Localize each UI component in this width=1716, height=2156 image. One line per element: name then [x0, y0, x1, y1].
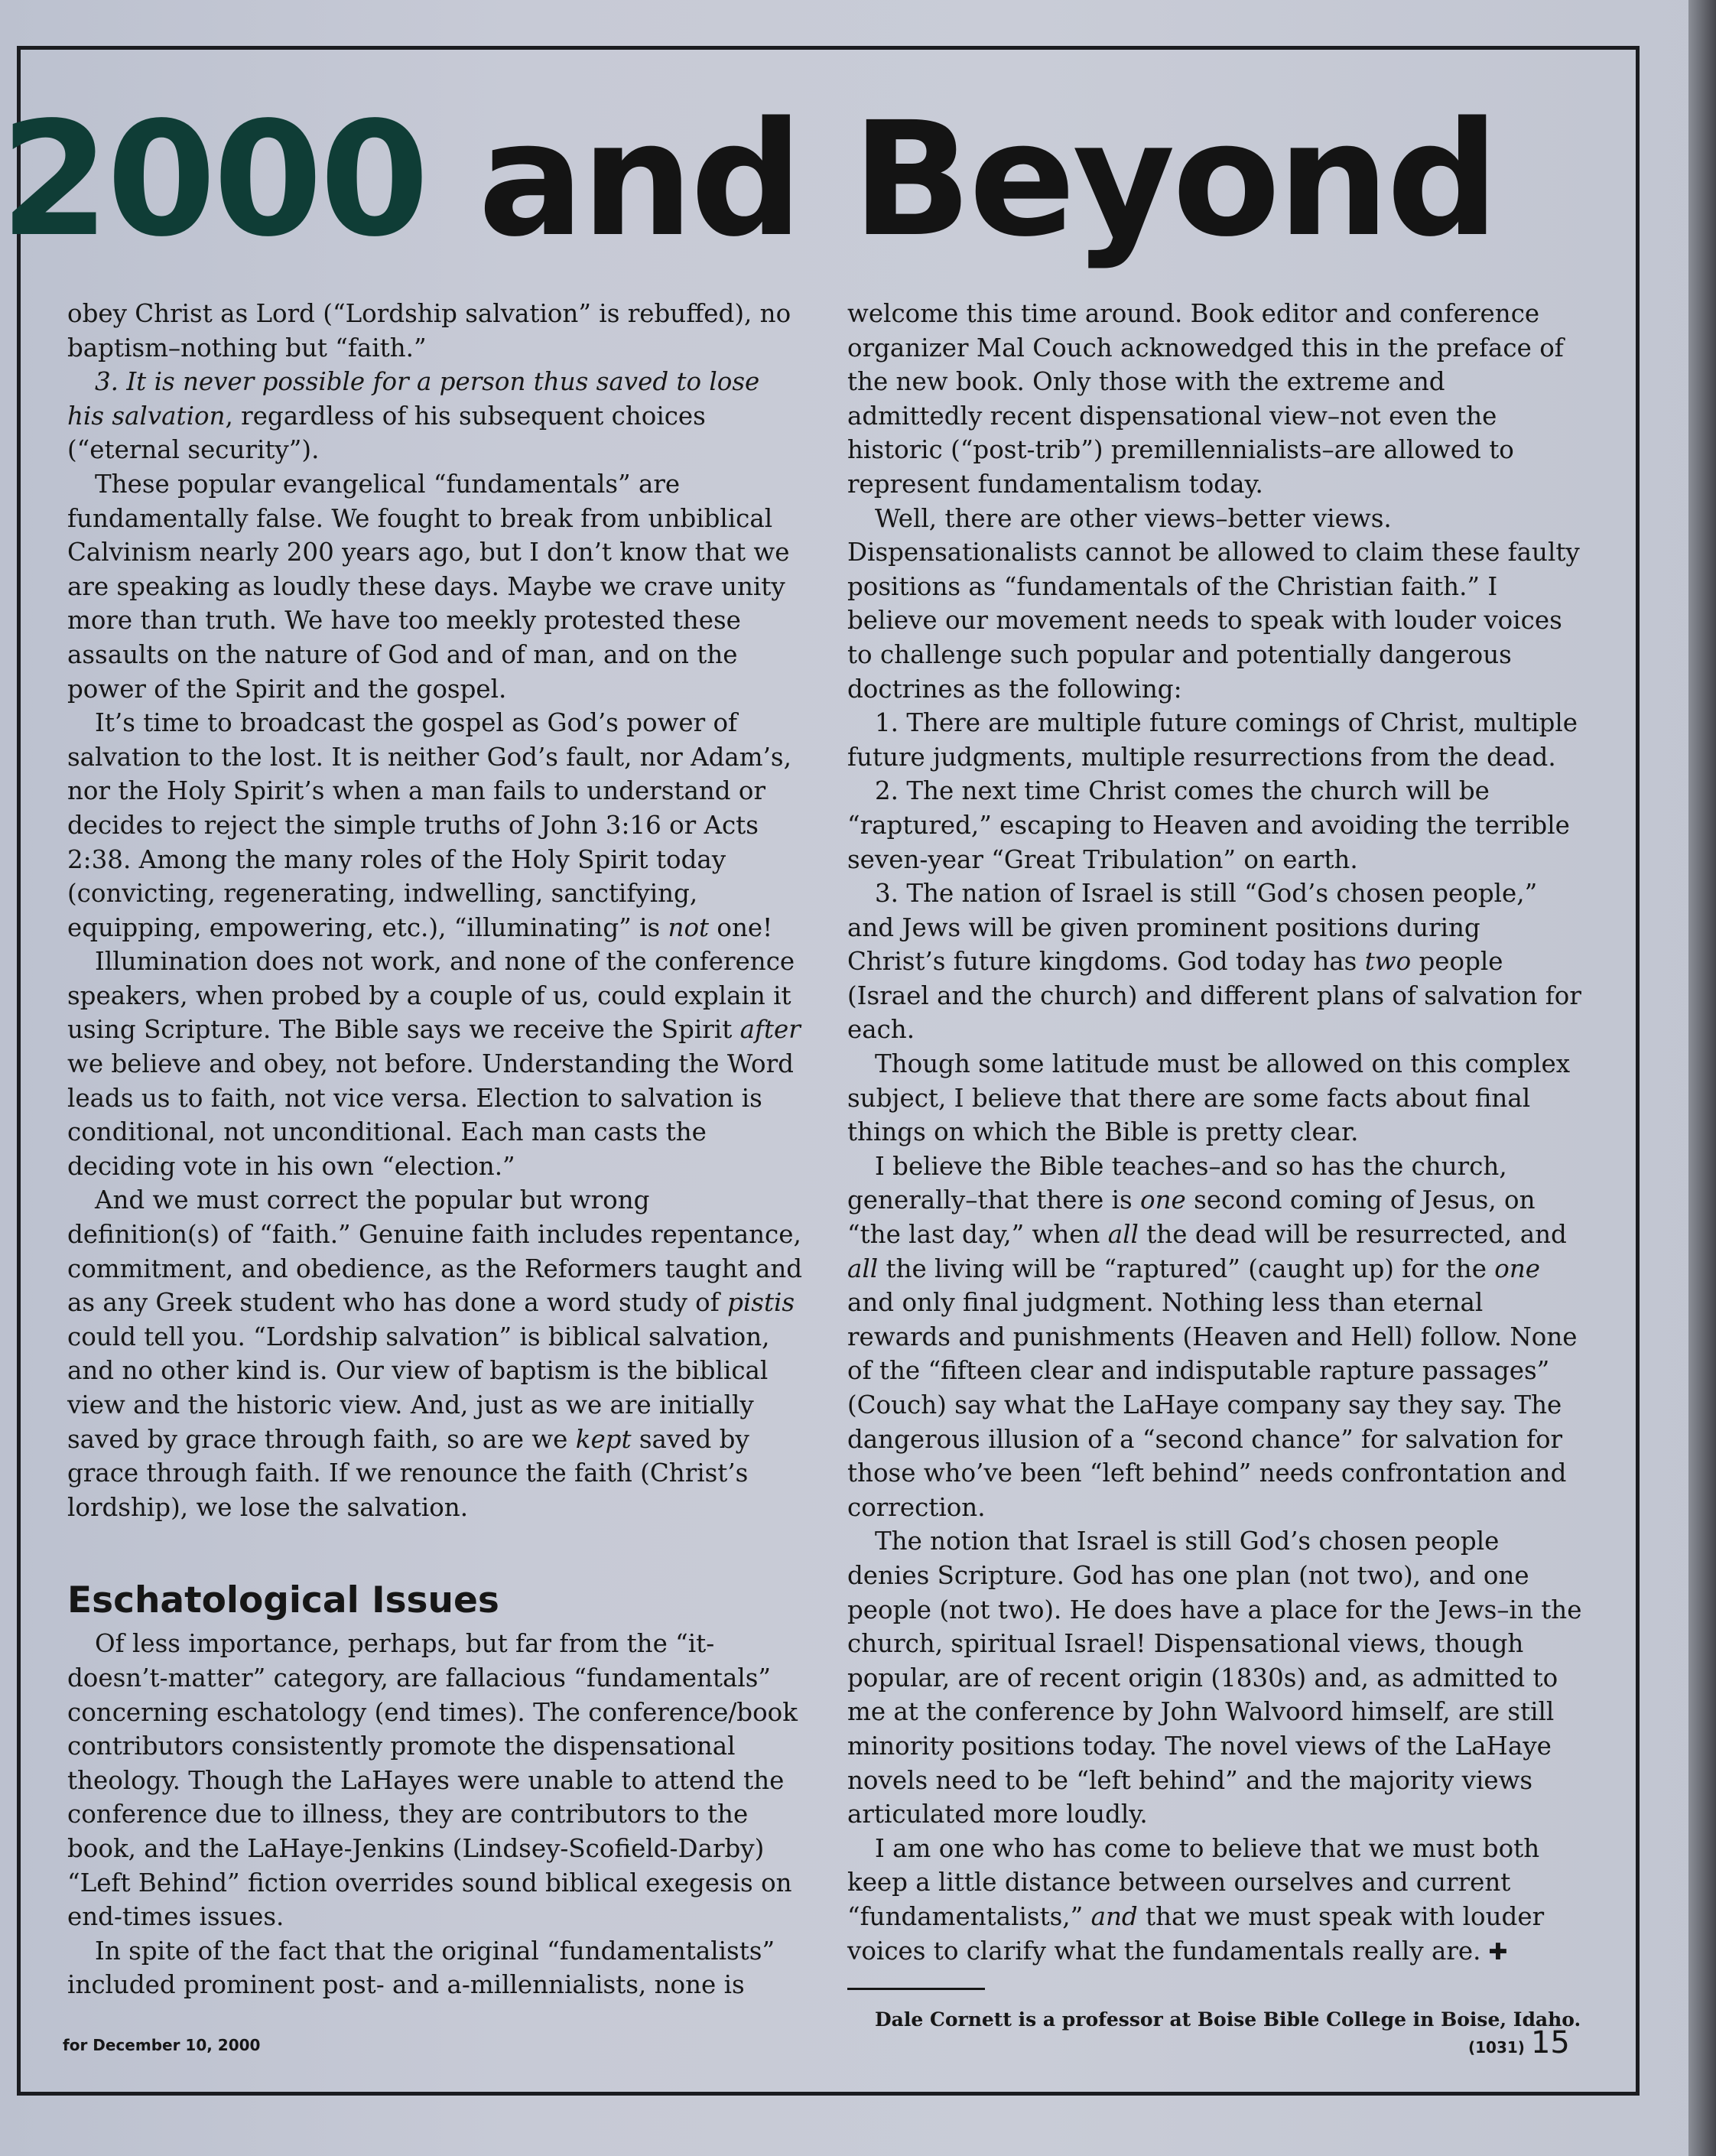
text-run: that we must speak with louder voices to clarify what the fundamentals really are. [847, 1901, 1545, 1966]
italic-text: not [668, 912, 710, 942]
left-column [67, 297, 803, 2002]
page-folio [1468, 2025, 1570, 2060]
paragraph [67, 1183, 803, 1524]
paragraph [847, 1832, 1586, 1969]
paragraph: Though some latitude must be allowed on this complex subject, I believe that there are some facts about final things on which the Bible is pretty clear. [847, 1049, 1571, 1147]
text-run: one! [709, 912, 773, 942]
headline-number: 2000 [0, 88, 427, 272]
folio-code: (1031) [1468, 2038, 1525, 2057]
paragraph: Of less importance, perhaps, but far from the “it-doesn’t-matter” category, are fallacious “fundamentals” concerning eschatology (end times). The conference/book contributors consistently promote the dispensational theology. Though the LaHayes were unable to attend the conference due to illness, they are contributors to the book, and the LaHaye-Jenkins (Lindsey-Scofield-Darby) “Left Behind” fiction overrides sound biblical exegesis on end-times issues. [67, 1629, 798, 1932]
author-bio: Dale Cornett is a professor at Boise Bible College in Boise, Idaho. [875, 2008, 1581, 2031]
text-run: Illumination does not work, and none of the conference speakers, when probed by a couple of us, could explain it using Scripture. The Bible says we receive the Spirit [67, 947, 795, 1045]
italic-text: one [1494, 1254, 1541, 1283]
paragraph [847, 1150, 1586, 1525]
end-mark-icon: ✚ [1488, 1938, 1508, 1966]
text-run: the dead will be resurrected, and [1138, 1220, 1567, 1250]
text-run: 3. The nation of Israel is still “God’s chosen people,” and Jews will be given prominent positions during Christ’s future kingdoms. God today has [847, 879, 1538, 977]
paragraph: obey Christ as Lord (“Lordship salvation” is rebuffed), no baptism–nothing but “faith.” [67, 299, 791, 363]
issue-date: for December 10, 2000 [63, 2036, 261, 2054]
text-run: and only final judgment. Nothing less than eternal rewards and punishments (Heaven and Hell) follow. None of the “fifteen clear and indisputable rapture passages” (Couch) say what the LaHaye company say they say. The dangerous illusion of a “second chance” for salvation for those who’ve been “left behind” needs confrontation and correction. [847, 1288, 1578, 1522]
text-run: I believe the Bible teaches–and so has the church, generally–that there is [847, 1151, 1507, 1215]
text-run: second coming of Jesus, on “the last day,” when [847, 1185, 1536, 1250]
list-paragraph: 2. The next time Christ comes the church will be “raptured,” escaping to Heaven and avoiding the terrible seven-year “Great Tribulation” on earth. [847, 776, 1570, 874]
paragraph: The notion that Israel is still God’s chosen people denies Scripture. God has one plan (not two), and one people (not two). He does have a place for the Jews–in the church, spiritual Israel! Dispensational views, though popular, are of recent origin (1830s) and, as admitted to me at the conference by John Walvoord himself, are still minority positions today. The novel views of the LaHaye novels need to be “left behind” and the majority views articulated more loudly. [847, 1527, 1582, 1829]
right-column [847, 297, 1586, 2033]
paragraph: welcome this time around. Book editor and conference organizer Mal Couch acknowedged this in the preface of the new book. Only those with the extreme and admittedly recent dispensational view–not even the historic (“post-trib”) premillennialists–are allowed to represent fundamentalism today. [847, 299, 1564, 499]
text-run: It’s time to broadcast the gospel as God’s power of salvation to the lost. It is neither God’s fault, nor Adam’s, nor the Holy Spirit’s when a man fails to understand or decides to reject the simple truths of John 3:16 or Acts 2:38. Among the many roles of the Holy Spirit today (convicting, regenerating, indwelling, sanctifying, equipping, empowering, etc.), “illuminating” is [67, 708, 791, 942]
headline-words: and Beyond [426, 88, 1497, 272]
text-run: people (Israel and the church) and different plans of salvation for each. [847, 947, 1581, 1045]
bio-divider [847, 1988, 985, 1990]
text-run: could tell you. “Lordship salvation” is biblical salvation, and no other kind is. Our view of baptism is the biblical view and the historic view. And, just as we are initially saved by grace through faith, so are we [67, 1322, 770, 1454]
italic-text: after [739, 1015, 801, 1045]
italic-text: 3. It is never possible for a person thus saved to lose his salvation [67, 367, 760, 431]
paragraph: These popular evangelical “fundamentals” are fundamentally false. We fought to break from unbiblical Calvinism nearly 200 years ago, but I don’t know that we are speaking as loudly these days. Maybe we crave unity more than truth. We have too meekly protested these assaults on the nature of God and of man, and on the power of the Spirit and the gospel. [67, 469, 790, 704]
page-spine-shadow [1688, 0, 1716, 2156]
italic-text: kept [575, 1424, 632, 1454]
italic-text: and [1090, 1901, 1138, 1931]
list-paragraph [847, 876, 1586, 1047]
italic-text: all [847, 1254, 879, 1283]
text-run: And we must correct the popular but wrong definition(s) of “faith.” Genuine faith includes repentance, commitment, and obedience, as the Reformers taught and as any Greek student who has done a word study of [67, 1185, 803, 1318]
paragraph [67, 365, 803, 467]
italic-text: two [1364, 947, 1412, 977]
paragraph [67, 945, 803, 1183]
text-run: I am one who has come to believe that we must both keep a little distance between ourselves and current “fundamentalists,” [847, 1833, 1540, 1931]
paragraph [67, 706, 803, 945]
paragraph: In spite of the fact that the original “fundamentalists” included prominent post- and a-millennialists, none is [67, 1936, 775, 2000]
italic-text: pistis [727, 1288, 795, 1318]
article-headline [0, 88, 1606, 272]
italic-text: one [1140, 1185, 1186, 1215]
text-run: , regardless of his subsequent choices (“eternal security”). [67, 401, 706, 465]
list-paragraph: 1. There are multiple future comings of Christ, multiple future judgments, multiple resurrections from the dead. [847, 708, 1578, 772]
section-subhead: Eschatological Issues [67, 1579, 499, 1622]
paragraph: Well, there are other views–better views. Dispensationalists cannot be allowed to claim these faulty positions as “fundamentals of the Christian faith.” I believe our movement needs to speak with louder voices to challenge such popular and potentially dangerous doctrines as the following: [847, 503, 1580, 704]
italic-text: all [1107, 1220, 1139, 1250]
text-run: we believe and obey, not before. Understanding the Word leads us to faith, not vice versa. Election to salvation is conditional, not unconditional. Each man casts the deciding vote in his own “election.” [67, 1049, 794, 1181]
page-number: 15 [1530, 2025, 1570, 2060]
text-run: the living will be “raptured” (caught up) for the [878, 1254, 1495, 1283]
text-run: saved by grace through faith. If we renounce the faith (Christ’s lordship), we lose the salvation. [67, 1424, 749, 1522]
